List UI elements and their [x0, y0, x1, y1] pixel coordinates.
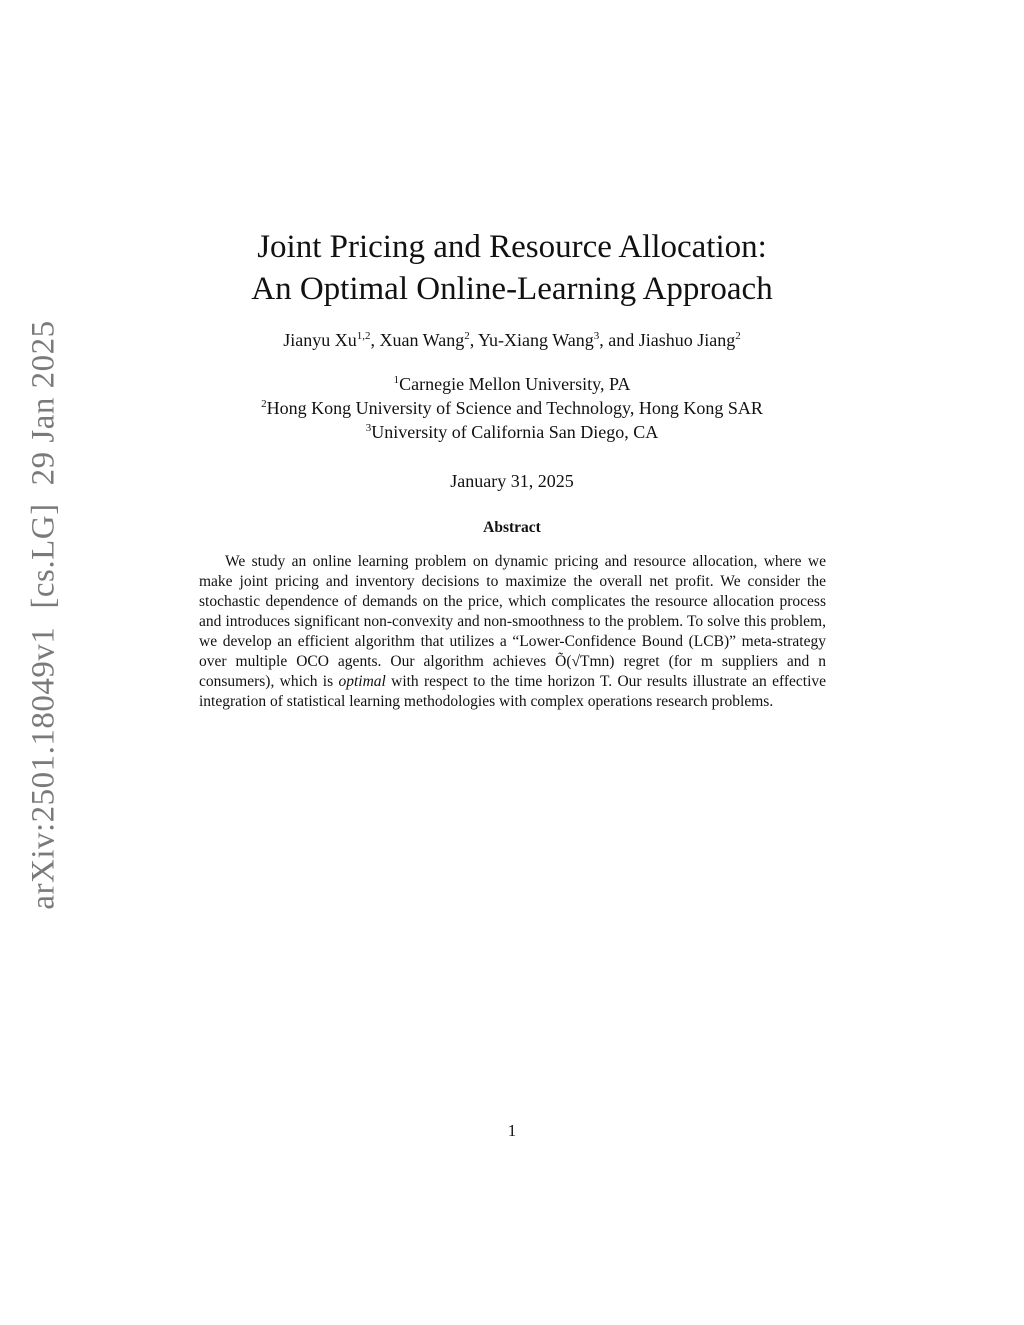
author-affil-mark: 1,2	[356, 330, 371, 342]
affiliation-3	[0, 420, 1024, 444]
author-name: Jianyu Xu	[283, 330, 357, 350]
affiliation-1	[0, 372, 1024, 396]
affil-text: Hong Kong University of Science and Technology, Hong Kong SAR	[266, 398, 763, 418]
paper-title	[0, 226, 1024, 310]
author-affil-mark: 3	[593, 330, 600, 342]
affil-mark: 3	[365, 422, 372, 434]
author-separator: ,	[469, 330, 479, 350]
affiliations	[0, 372, 1024, 444]
abstract-heading: Abstract	[483, 519, 541, 536]
author-affil-mark: 2	[464, 330, 470, 342]
abstract-emphasis: optimal	[338, 673, 386, 690]
arxiv-date: 29 Jan 2025	[25, 320, 62, 486]
author-affil-mark: 2	[735, 330, 741, 342]
author-list	[0, 330, 1024, 351]
page-number: 1	[507, 1121, 517, 1140]
abstract-math: Õ(√Tmn)	[555, 653, 615, 670]
title-line-1: Joint Pricing and Resource Allocation:	[257, 229, 767, 265]
arxiv-category: [cs.LG]	[25, 503, 62, 609]
author-separator: , and	[599, 330, 639, 350]
author-name: Jiashuo Jiang	[638, 330, 736, 350]
affiliation-2	[0, 396, 1024, 420]
affil-text: University of California San Diego, CA	[371, 422, 659, 442]
affil-mark: 1	[393, 374, 400, 386]
author-name: Xuan Wang	[379, 330, 465, 350]
arxiv-id: arXiv:2501.18049v1	[25, 626, 62, 910]
paper-date: January 31, 2025	[450, 471, 574, 491]
affil-mark: 2	[261, 398, 267, 410]
author-separator: ,	[370, 330, 380, 350]
abstract-text: We study an online learning problem on dynamic pricing and resource allocation, where we make joint pricing and inventory decisions to maximize the overall net profit. We consider the stochastic dependence of demands on the price, which complicates the resource allocation process and introduces significant non-convexity and non-smoothness to the problem. To solve this problem, we develop an efficient algorithm that utilizes a “Lower-Confidence Bound (LCB)” meta-strategy over multiple OCO agents. Our algorithm achieves	[199, 553, 826, 670]
abstract-text: regret (for m suppliers and n consumers), which is	[199, 653, 826, 690]
author-name: Yu-Xiang Wang	[478, 330, 594, 350]
title-line-2: An Optimal Online-Learning Approach	[251, 271, 773, 307]
abstract-text: with respect to the time horizon T. Our results illustrate an effective integration of statistical learning methodologies with complex operations research problems.	[199, 673, 827, 710]
abstract-body	[199, 552, 826, 712]
affil-text: Carnegie Mellon University, PA	[399, 374, 631, 394]
